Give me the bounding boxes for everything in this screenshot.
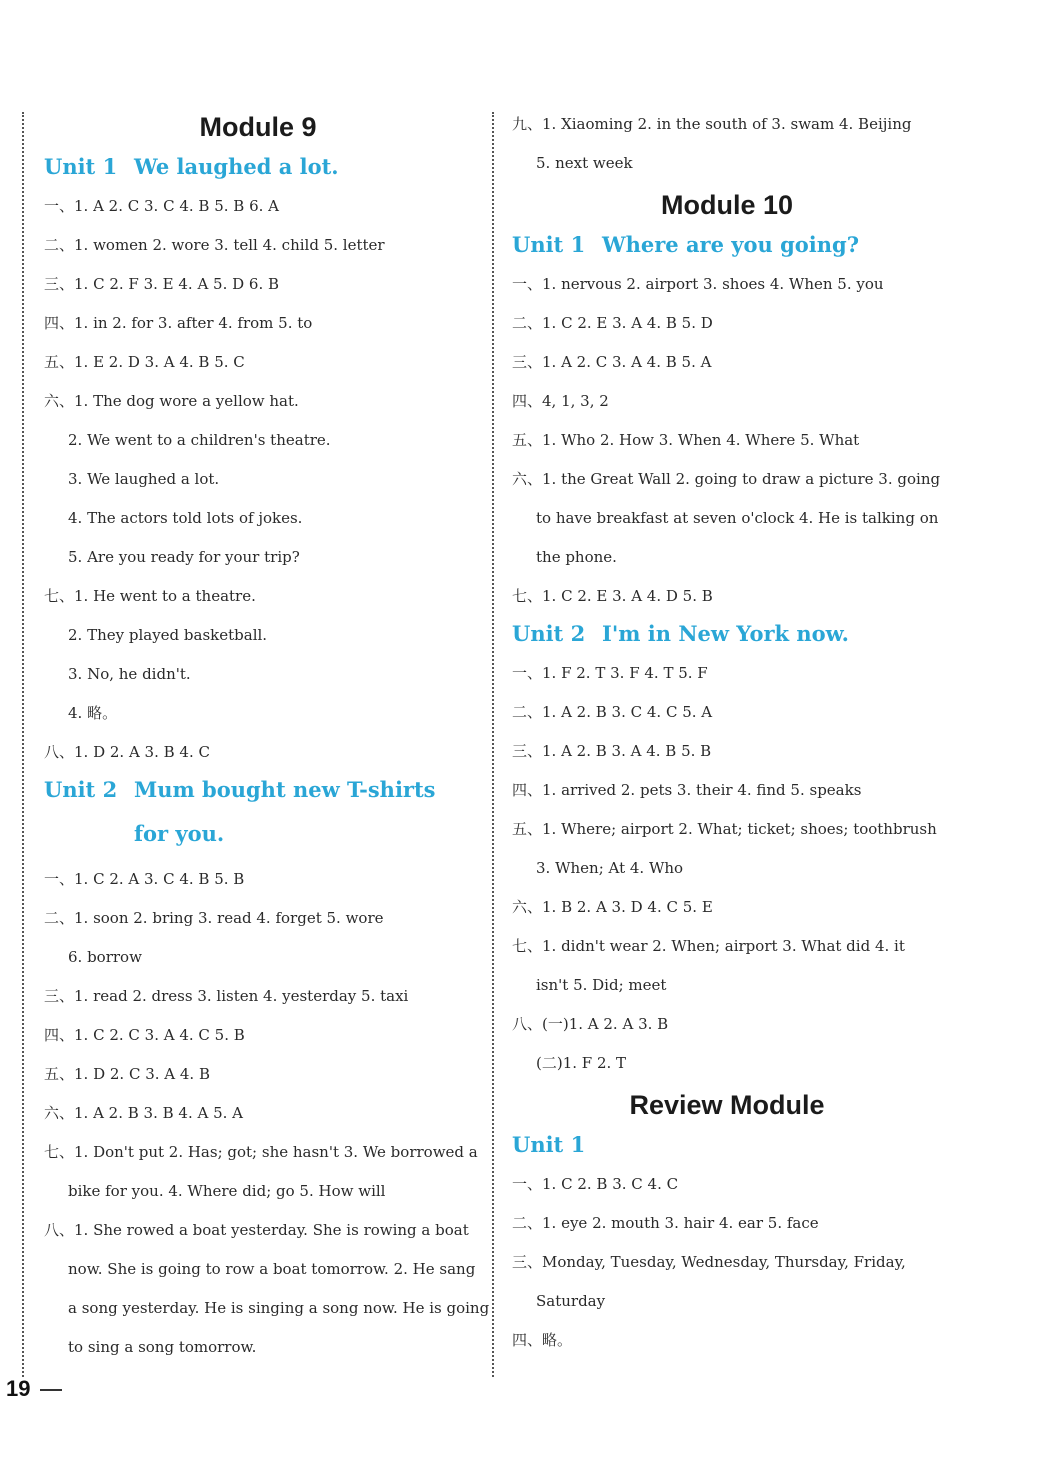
answer-line: 四、1. arrived 2. pets 3. their 4. find 5. speaks <box>512 781 862 799</box>
answer-line: 八、(一)1. A 2. A 3. B <box>512 1015 669 1033</box>
answer-line: 七、1. Don't put 2. Has; got; she hasn't 3. We borrowed a <box>44 1143 478 1161</box>
answer-line: 二、1. C 2. E 3. A 4. B 5. D <box>512 314 713 332</box>
answer-line: now. She is going to row a boat tomorrow. 2. He sang <box>68 1260 476 1278</box>
answer-line: 七、1. He went to a theatre. <box>44 587 256 605</box>
module-10-unit-1-heading <box>512 229 942 261</box>
answer-line: bike for you. 4. Where did; go 5. How will <box>68 1182 386 1200</box>
answer-line: 3. When; At 4. Who <box>536 859 684 877</box>
module-9-unit-2-heading <box>44 774 472 856</box>
module-9-unit-1-heading <box>44 151 472 183</box>
answer-line: 九、1. Xiaoming 2. in the south of 3. swam 4. Beijing <box>512 115 912 133</box>
page-number-dash <box>40 1389 62 1391</box>
answer-line: 五、1. Where; airport 2. What; ticket; shoes; toothbrush <box>512 820 937 838</box>
review-unit-1-heading <box>512 1129 942 1161</box>
answer-line: 三、1. A 2. C 3. A 4. B 5. A <box>512 353 712 371</box>
answer-line: 3. We laughed a lot. <box>68 470 220 488</box>
unit-number: Unit 2 <box>512 621 586 646</box>
answer-line: 三、1. C 2. F 3. E 4. A 5. D 6. B <box>44 275 280 293</box>
answer-line: 一、1. F 2. T 3. F 4. T 5. F <box>512 664 708 682</box>
answer-line: 三、1. A 2. B 3. A 4. B 5. B <box>512 742 712 760</box>
answer-line: 一、1. A 2. C 3. C 4. B 5. B 6. A <box>44 197 279 215</box>
answer-line: 五、1. Who 2. How 3. When 4. Where 5. What <box>512 431 860 449</box>
answer-line: isn't 5. Did; meet <box>536 976 667 994</box>
answer-line: 三、1. read 2. dress 3. listen 4. yesterday 5. taxi <box>44 987 409 1005</box>
answer-line: 一、1. C 2. A 3. C 4. B 5. B <box>44 870 245 888</box>
answer-line: 二、1. soon 2. bring 3. read 4. forget 5. wore <box>44 909 384 927</box>
answer-line: 六、1. The dog wore a yellow hat. <box>44 392 299 410</box>
answer-line: 一、1. C 2. B 3. C 4. C <box>512 1175 679 1193</box>
answer-line: 一、1. nervous 2. airport 3. shoes 4. When 5. you <box>512 275 884 293</box>
answer-line: 4. 略。 <box>68 704 118 722</box>
review-module-title: Review Module <box>629 1090 825 1120</box>
answer-line: to have breakfast at seven o'clock 4. He is talking on <box>536 509 939 527</box>
unit-number: Unit 1 <box>512 1132 586 1157</box>
answer-line: 五、1. D 2. C 3. A 4. B <box>44 1065 210 1083</box>
answer-line: 四、4, 1, 3, 2 <box>512 392 609 410</box>
module-10-title: Module 10 <box>660 190 794 220</box>
answer-line: 八、1. D 2. A 3. B 4. C <box>44 743 210 761</box>
answer-line: 六、1. the Great Wall 2. going to draw a picture 3. going <box>512 470 941 488</box>
unit-title: Where are you going? <box>602 232 860 257</box>
unit-number: Unit 2 <box>44 777 118 802</box>
page-footer <box>6 1376 62 1402</box>
column-divider-dotted-rule <box>492 112 494 1377</box>
answer-line: the phone. <box>536 548 617 566</box>
answer-line: 5. next week <box>536 154 633 172</box>
right-column <box>512 105 942 1360</box>
answer-line: Saturday <box>536 1292 606 1310</box>
answer-line: 八、1. She rowed a boat yesterday. She is rowing a boat <box>44 1221 469 1239</box>
answer-line: 六、1. B 2. A 3. D 4. C 5. E <box>512 898 713 916</box>
answer-line: 七、1. C 2. E 3. A 4. D 5. B <box>512 587 713 605</box>
module-10-unit-2-heading <box>512 618 942 650</box>
answer-line: 四、略。 <box>512 1331 573 1349</box>
answer-line: a song yesterday. He is singing a song now. He is going <box>68 1299 490 1317</box>
answer-line: 二、1. eye 2. mouth 3. hair 4. ear 5. face <box>512 1214 819 1232</box>
answer-line: 四、1. C 2. C 3. A 4. C 5. B <box>44 1026 245 1044</box>
unit-title: I'm in New York now. <box>602 621 849 646</box>
answer-line: 六、1. A 2. B 3. B 4. A 5. A <box>44 1104 244 1122</box>
module-9-title: Module 9 <box>199 112 317 142</box>
unit-number: Unit 1 <box>44 154 118 179</box>
answer-line: 4. The actors told lots of jokes. <box>68 509 303 527</box>
answer-line: 三、Monday, Tuesday, Wednesday, Thursday, Friday, <box>512 1253 906 1271</box>
answer-line: 四、1. in 2. for 3. after 4. from 5. to <box>44 314 313 332</box>
unit-number: Unit 1 <box>512 232 586 257</box>
answer-line: 五、1. E 2. D 3. A 4. B 5. C <box>44 353 245 371</box>
answer-line: 2. We went to a children's theatre. <box>68 431 331 449</box>
unit-title: We laughed a lot. <box>134 154 339 179</box>
answer-line: (二)1. F 2. T <box>536 1054 627 1072</box>
answer-line: 七、1. didn't wear 2. When; airport 3. What did 4. it <box>512 937 905 955</box>
answer-line: to sing a song tomorrow. <box>68 1338 257 1356</box>
answer-line: 5. Are you ready for your trip? <box>68 548 300 566</box>
answer-line: 3. No, he didn't. <box>68 665 191 683</box>
page-number: 19 <box>6 1376 31 1401</box>
unit-title: Mum bought new T-shirts for you. <box>134 777 436 846</box>
answer-line: 二、1. A 2. B 3. C 4. C 5. A <box>512 703 713 721</box>
left-margin-dotted-rule <box>22 112 24 1377</box>
answer-line: 2. They played basketball. <box>68 626 268 644</box>
answer-line: 6. borrow <box>68 948 142 966</box>
left-column <box>44 105 490 1367</box>
answer-line: 二、1. women 2. wore 3. tell 4. child 5. letter <box>44 236 385 254</box>
